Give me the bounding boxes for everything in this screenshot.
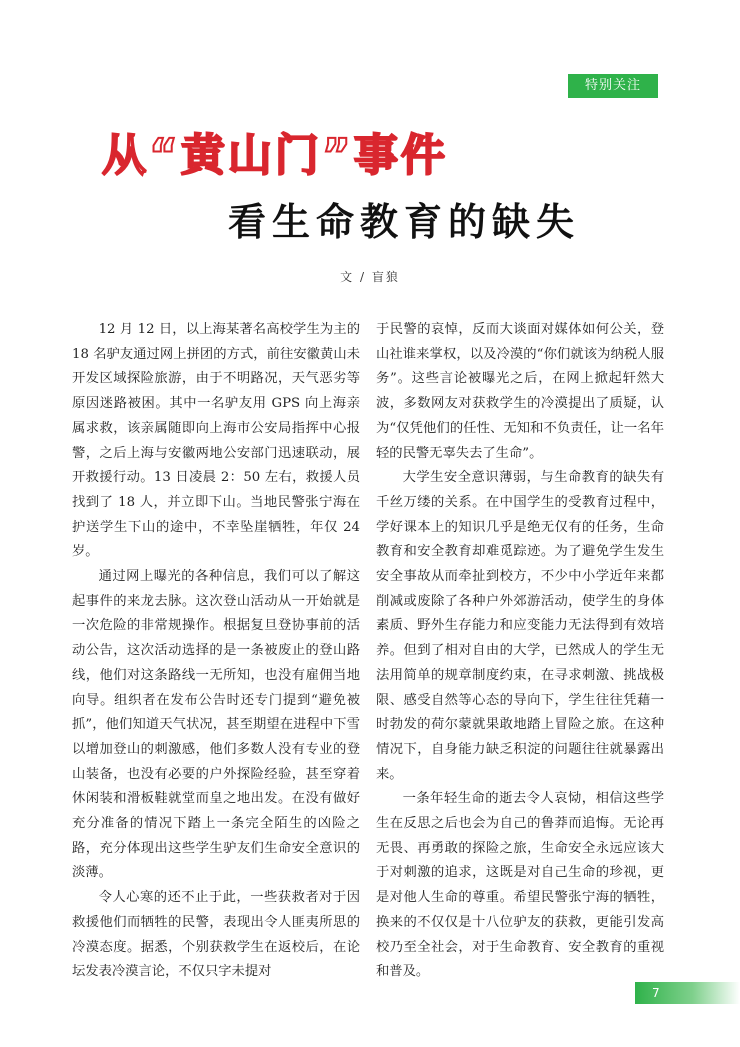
footer-bar [635, 982, 740, 1004]
paragraph: 12 月 12 日，以上海某著名高校学生为主的 18 名驴友通过网上拼团的方式，前往安徽黄山未开发区域探险旅游，由于不明路况，天气恶劣等原因迷路被困。其中一名驴友用 GPS 向上海亲属求救，该亲属随即向上海市公安局指挥中心报警，之后上海与安徽两地公安部门迅速联动，展开救援行动。13 日凌晨 2：50 左右，救援人员找到了 18 人，并立即下山。当地民警张宁海在护送学生下山的途中，不幸坠崖牺牲，年仅 24 岁。 [72, 322, 360, 560]
paragraph-continued: 于民警的哀悼，反而大谈面对媒体如何公关，登山社谁来掌权，以及冷漠的“你们就该为纳税人服务”。这些言论被曝光之后，在网上掀起轩然大波，多数网友对获救学生的冷漠提出了质疑，认为“仅凭他们的任性、无知和不负责任，让一名年轻的民警无辜失去了生命”。 [376, 322, 664, 461]
author-byline: 文 / 盲狼 [340, 270, 400, 284]
page-number: 7 [652, 986, 660, 1000]
paragraph: 通过网上曝光的各种信息，我们可以了解这起事件的来龙去脉。这次登山活动从一开始就是一次危险的非常规操作。根据复旦登协事前的活动公告，这次活动选择的是一条被废止的登山路线，他们对这条路线一无所知，也没有雇佣当地向导。组织者在发布公告时还专门提到“避免被抓”，他们知道天气状况，甚至期望在进程中下雪以增加登山的刺激感，他们多数人没有专业的登山装备，也没有必要的户外探险经验，甚至穿着休闲装和滑板鞋就堂而皇之地出发。在没有做好充分准备的情况下踏上一条完全陌生的凶险之路，充分体现出这些学生驴友们生命安全意识的淡薄。 [72, 569, 360, 881]
paragraph: 令人心寒的还不止于此，一些获救者对于因救援他们而牺牲的民警，表现出令人匪夷所思的冷漠态度。据悉，个别获救学生在返校后，在论坛发表冷漠言论，不仅只字未提对 [72, 890, 360, 980]
paragraph: 大学生安全意识薄弱，与生命教育的缺失有千丝万缕的关系。在中国学生的受教育过程中，学好课本上的知识几乎是绝无仅有的任务，生命教育和安全教育却难觅踪迹。为了避免学生发生安全事故从而牵扯到校方，不少中小学近年来都削减或废除了各种户外郊游活动，使学生的身体素质、野外生存能力和应变能力无法得到有效培养。但到了相对自由的大学，已然成人的学生无法用简单的规章制度约束，在寻求刺激、挑战极限、感受自然等心态的导向下，学生往往凭藉一时勃发的荷尔蒙就果敢地踏上冒险之旅。在这种情况下，自身能力缺乏积淀的问题往往就暴露出来。 [376, 470, 664, 782]
body-column-right [376, 318, 664, 985]
body-column-left [72, 318, 360, 985]
paragraph: 一条年轻生命的逝去令人哀恸，相信这些学生在反思之后也会为自己的鲁莽而追悔。无论再无畏、再勇敢的探险之旅，生命安全永远应该大于对刺激的追求，这既是对自己生命的珍视，更是对他人生命的尊重。希望民警张宁海的牺牲，换来的不仅仅是十八位驴友的获救，更能引发高校乃至全社会，对于生命教育、安全教育的重视和普及。 [376, 791, 664, 980]
section-tag: 特别关注 [568, 74, 658, 98]
article-title-line2: 看生命教育的缺失 [228, 200, 581, 244]
article-title-line1: 从“黄山门”事件 [102, 130, 448, 181]
